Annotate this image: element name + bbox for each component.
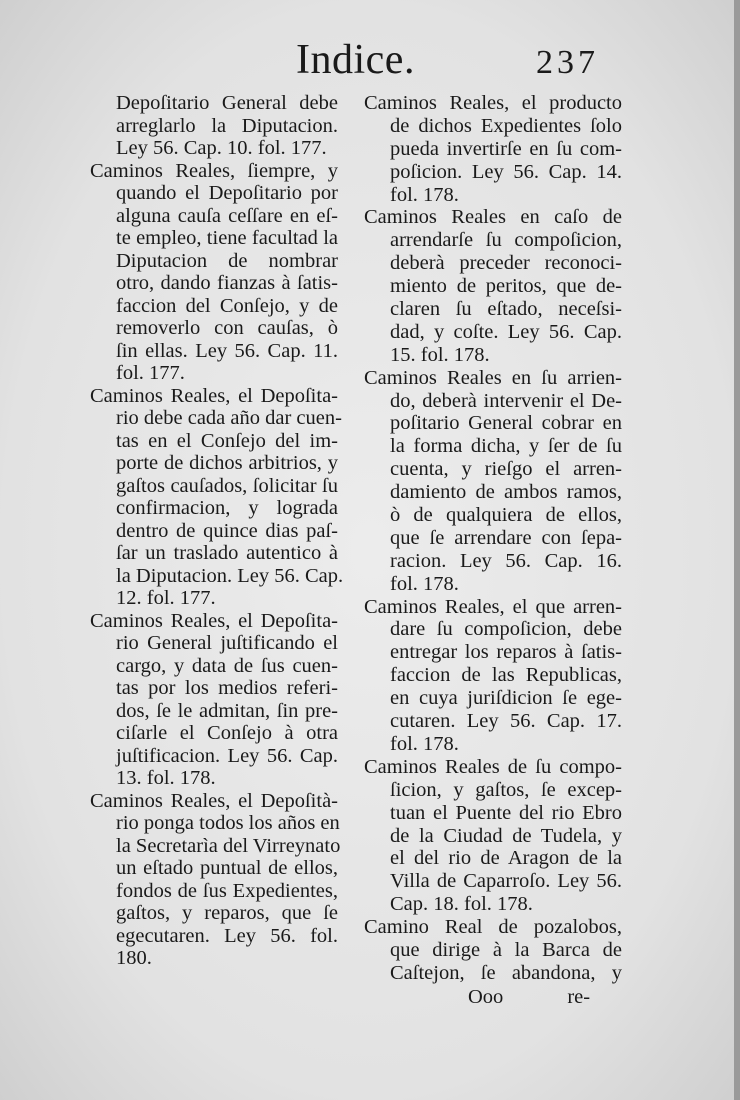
entry-line: fol. 177. [116, 362, 185, 384]
entry-line: fol. 178. [390, 732, 459, 755]
entry-line: tas por los medios referi- [116, 677, 338, 699]
entry-line: otro, dando fianzas à ſatis- [116, 272, 338, 294]
entry-line: 12. fol. 177. [116, 587, 216, 609]
entry-line: que dirige à la Barca de [390, 938, 622, 961]
entry-line: deberà preceder reconoci- [390, 252, 622, 275]
entry-line: quando el Depoſitario por [116, 182, 338, 204]
entry-line: Caminos Reales en caſo de [364, 206, 622, 229]
entry-line: Caminos Reales, el producto [364, 92, 622, 114]
entry-line: dare ſu compoſicion, debe [390, 618, 622, 641]
entry-line: rio General juſtificando el [116, 632, 338, 654]
entry-line: dad, y coſte. Ley 56. Cap. [390, 320, 622, 343]
entry-line: rio debe cada año dar cuen- [116, 407, 342, 429]
index-column-left [90, 92, 344, 970]
page-title: Indice. [296, 37, 415, 83]
entry-line: entregar los reparos à ſatis- [390, 641, 622, 664]
entry-line: alguna cauſa ceſſare en eſ- [116, 204, 338, 227]
entry-line: damiento de ambos ramos, [390, 481, 622, 504]
entry-line: la forma dicha, y ſer de ſu [390, 435, 622, 458]
catchword: re- [567, 986, 591, 1008]
index-entry [90, 384, 344, 610]
entry-line: Ley 56. Cap. 10. fol. 177. [116, 137, 327, 159]
page-number: 237 [536, 44, 599, 81]
entry-line: un eſtado puntual de ellos, [116, 857, 338, 879]
entry-line: Caminos Reales, el que arren- [364, 595, 622, 618]
entry-line: Caſtejon, ſe abandona, y [390, 961, 622, 984]
entry-line: pueda invertirſe en ſu com- [390, 137, 622, 160]
entry-line: gaſtos, y reparos, que ſe [116, 902, 338, 924]
entry-line: removerlo con cauſas, ò [116, 317, 338, 339]
entry-line: faccion de las Republicas, [390, 664, 622, 687]
index-entry [364, 756, 622, 916]
index-entry [364, 206, 622, 366]
entry-line: ſar un traslado autentico à [116, 542, 338, 564]
entry-line: juſtificacion. Ley 56. Cap. [116, 744, 338, 767]
entry-line: te empleo, tiene facultad la [116, 227, 338, 249]
entry-line: Caminos Reales, ſiempre, y [90, 159, 338, 182]
entry-line: que ſe arrendare con ſepa- [390, 526, 622, 549]
page-edge [734, 0, 740, 1100]
entry-line: tuan el Puente del rio Ebro [390, 801, 622, 824]
entry-line: Caminos Reales de ſu compo- [364, 755, 622, 778]
entry-line: arreglarlo la Diputacion. [116, 114, 338, 137]
entry-line: cargo, y data de ſus cuen- [116, 654, 338, 677]
entry-line: cuenta, y rieſgo el arren- [390, 458, 622, 481]
page-footer [468, 986, 654, 1009]
index-entry [90, 610, 338, 790]
entry-line: arrendarſe ſu compoſicion, [390, 229, 622, 252]
index-column-right [364, 92, 622, 985]
entry-line: ò de qualquiera de ellos, [390, 504, 622, 527]
index-entry [364, 367, 622, 596]
entry-line: Diputacion de nombrar [116, 249, 338, 272]
entry-line: la Secretarìa del Virreynato [116, 834, 341, 857]
entry-line: Caminos Reales, el Depoſita- [90, 609, 338, 632]
index-entry [90, 160, 338, 385]
entry-line: 180. [116, 947, 152, 969]
entry-line: Caminos Reales en ſu arrien- [364, 366, 622, 389]
entry-line: Caminos Reales, el Depoſita- [90, 384, 338, 407]
entry-line: fol. 178. [390, 572, 459, 595]
entry-line: Cap. 18. fol. 178. [390, 893, 533, 916]
entry-line: dos, ſe le admitan, ſin pre- [116, 699, 338, 722]
entry-line: dentro de quince dias paſ- [116, 519, 338, 542]
entry-line: claren ſu eſtado, neceſsi- [390, 298, 622, 321]
entry-line: Caminos Reales, el Depoſità- [90, 789, 338, 812]
entry-line: tas en el Conſejo del im- [116, 429, 338, 452]
entry-line: 15. fol. 178. [390, 343, 490, 366]
entry-line: rio ponga todos los años en [116, 812, 340, 834]
entry-line: 13. fol. 178. [116, 767, 216, 789]
entry-line: confirmacion, y lograda [116, 497, 338, 519]
entry-line: cutaren. Ley 56. Cap. 17. [390, 710, 622, 733]
entry-line: egecutaren. Ley 56. fol. [116, 924, 338, 947]
entry-line: fol. 178. [390, 183, 459, 206]
index-entry [364, 596, 622, 756]
entry-line: ciſarle el Conſejo à otra [116, 722, 338, 744]
index-entry [364, 92, 622, 206]
entry-line: poſitario General cobrar en [390, 412, 622, 435]
entry-line: en cuya juriſdicion ſe ege- [390, 687, 622, 710]
entry-line: Camino Real de pozalobos, [364, 916, 622, 939]
entry-line: Villa de Caparroſo. Ley 56. [390, 870, 622, 893]
entry-line: faccion del Conſejo, y de [116, 294, 338, 317]
entry-line: gaſtos cauſados, ſolicitar ſu [116, 474, 338, 497]
entry-line: fondos de ſus Expedientes, [116, 879, 338, 902]
entry-line: de dichos Expedientes ſolo [390, 114, 622, 137]
entry-line: do, deberà intervenir el De- [390, 389, 622, 412]
entry-line: el del rio de Aragon de la [390, 847, 622, 870]
entry-line: Depoſitario General debe [116, 92, 338, 114]
entry-line: ſicion, y gaſtos, ſe excep- [390, 778, 622, 801]
index-entry [90, 789, 341, 970]
index-entry [364, 916, 622, 985]
entry-line: la Diputacion. Ley 56. Cap. [116, 564, 344, 587]
entry-line: ſin ellas. Ley 56. Cap. 11. [116, 339, 338, 362]
entry-line: de la Ciudad de Tudela, y [390, 824, 622, 847]
entry-line: porte de dichos arbitrios, y [116, 452, 338, 474]
entry-line: racion. Ley 56. Cap. 16. [390, 549, 622, 572]
entry-line: poſicion. Ley 56. Cap. 14. [390, 160, 622, 183]
signature-mark: Ooo [468, 986, 504, 1008]
index-entry [90, 92, 338, 160]
entry-line: miento de peritos, que de- [390, 275, 622, 298]
